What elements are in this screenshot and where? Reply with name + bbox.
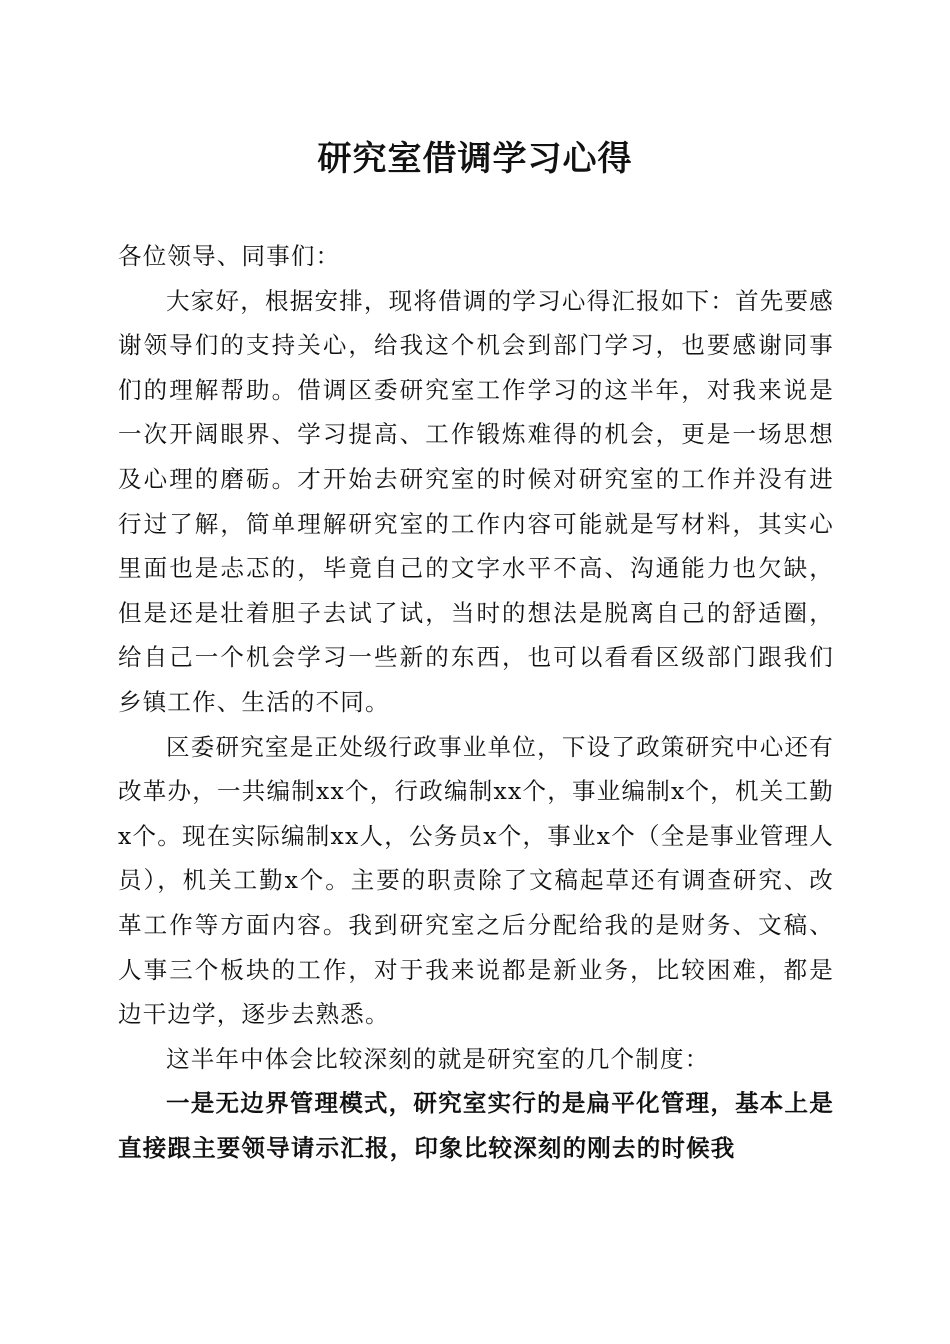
paragraph-office-overview: 区委研究室是正处级行政事业单位，下设了政策研究中心还有改革办，一共编制xx个，行政编制xx个，事业编制x个，机关工勤x个。现在实际编制xx人，公务员x个，事业x个（全是事业管理人员），机关工勤x个。主要的职责除了文稿起草还有调查研究、改革工作等方面内容。我到研究室之后分配给我的是财务、文稿、人事三个板块的工作，对于我来说都是新业务，比较困难，都是边干边学，逐步去熟悉。 [118,732,834,1029]
paragraph-systems-lead: 这半年中体会比较深刻的就是研究室的几个制度： [166,1044,710,1073]
paragraph-intro: 大家好，根据安排，现将借调的学习心得汇报如下：首先要感谢领导们的支持关心，给我这个机会到部门学习，也要感谢同事们的理解帮助。借调区委研究室工作学习的这半年，对我来说是一次开阔眼界、学习提高、工作锻炼难得的机会，更是一场思想及心理的磨砺。才开始去研究室的时候对研究室的工作并没有进行过了解，简单理解研究室的工作内容可能就是写材料，其实心里面也是忐忑的，毕竟自己的文字水平不高、沟通能力也欠缺，但是还是壮着胆子去试了试，当时的想法是脱离自己的舒适圈，给自己一个机会学习一些新的东西，也可以看看区级部门跟我们乡镇工作、生活的不同。 [118,286,834,716]
paragraph-point-one: 一是无边界管理模式，研究室实行的是扁平化管理，基本上是直接跟主要领导请示汇报，印象比较深刻的刚去的时候我 [118,1089,834,1162]
salutation: 各位领导、同事们： [118,242,341,270]
document-body [118,234,834,1170]
document-title: 研究室借调学习心得 [317,139,633,179]
